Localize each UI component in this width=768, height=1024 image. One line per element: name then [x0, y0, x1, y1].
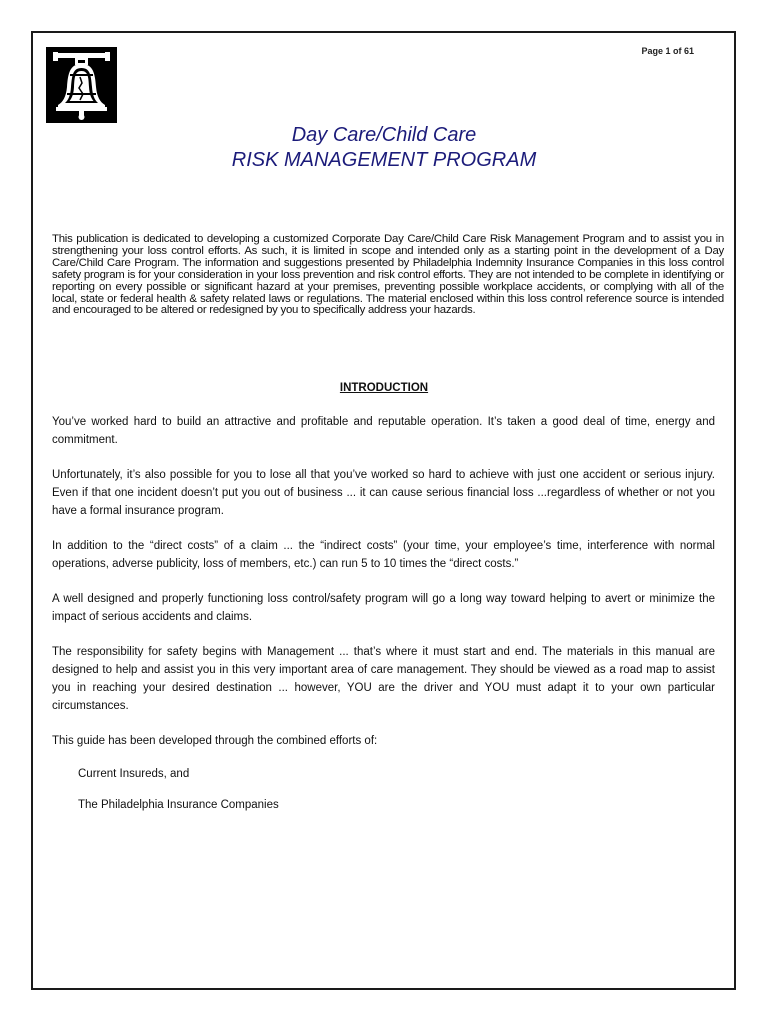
introduction-body	[52, 413, 715, 827]
paragraph: You’ve worked hard to build an attractive and profitable and reputable operation. It’s taken a good deal of time, energy and commitment.	[52, 416, 715, 446]
title-line-1: Day Care/Child Care	[291, 124, 477, 146]
page-number: Page 1 of 61	[641, 46, 694, 56]
paragraph: In addition to the “direct costs” of a claim ... the “indirect costs” (your time, your employee’s time, interference with normal operations, adverse publicity, loss of members, etc.) can run 5 to 10 times the “direct costs.”	[52, 540, 715, 570]
paragraph: A well designed and properly functioning loss control/safety program will go a long way toward helping to avert or minimize the impact of serious accidents and claims.	[52, 593, 715, 623]
paragraph: Unfortunately, it’s also possible for you to lose all that you’ve worked so hard to achieve with just one accident or serious injury. Even if that one incident doesn’t put you out of business ... it can cause serious financial loss ...regardless of whether or not you have a formal insurance program.	[52, 469, 715, 517]
paragraph: This guide has been developed through the combined efforts of:	[52, 735, 378, 747]
document-title	[36, 123, 732, 173]
section-heading: INTRODUCTION	[339, 382, 429, 394]
publication-disclaimer: This publication is dedicated to developing a customized Corporate Day Care/Child Care Risk Management Program and to assist you in strengthening your loss control efforts. As such, it is limited in scope and intended only as a starting point in the development of a Day Care/Child Care Program. The information and suggestions presented by Philadelphia Indemnity Insurance Companies in this loss control safety program is for your consideration in your loss prevention and risk control efforts. They are not intended to be complete in identifying or reporting on every possible or significant hazard at your premises, preventing possible workplace accidents, or complying with all of the local, state or federal health & safety related laws or regulations. The material enclosed within this loss control reference source is intended and encouraged to be altered or redesigned by you to specifically address your hazards.	[52, 233, 724, 317]
title-line-2: RISK MANAGEMENT PROGRAM	[231, 149, 537, 171]
contributor-item: Current Insureds, and	[78, 768, 190, 780]
contributor-item: The Philadelphia Insurance Companies	[78, 799, 279, 811]
paragraph: The responsibility for safety begins with Management ... that’s where it must start and end. The materials in this manual are designed to help and assist you in this very important area of care management. They should be viewed as a road map to assist you in reaching your desired destination ... however, YOU are the driver and YOU must adapt it to your own particular circumstances.	[52, 646, 715, 712]
liberty-bell-icon	[46, 47, 117, 123]
